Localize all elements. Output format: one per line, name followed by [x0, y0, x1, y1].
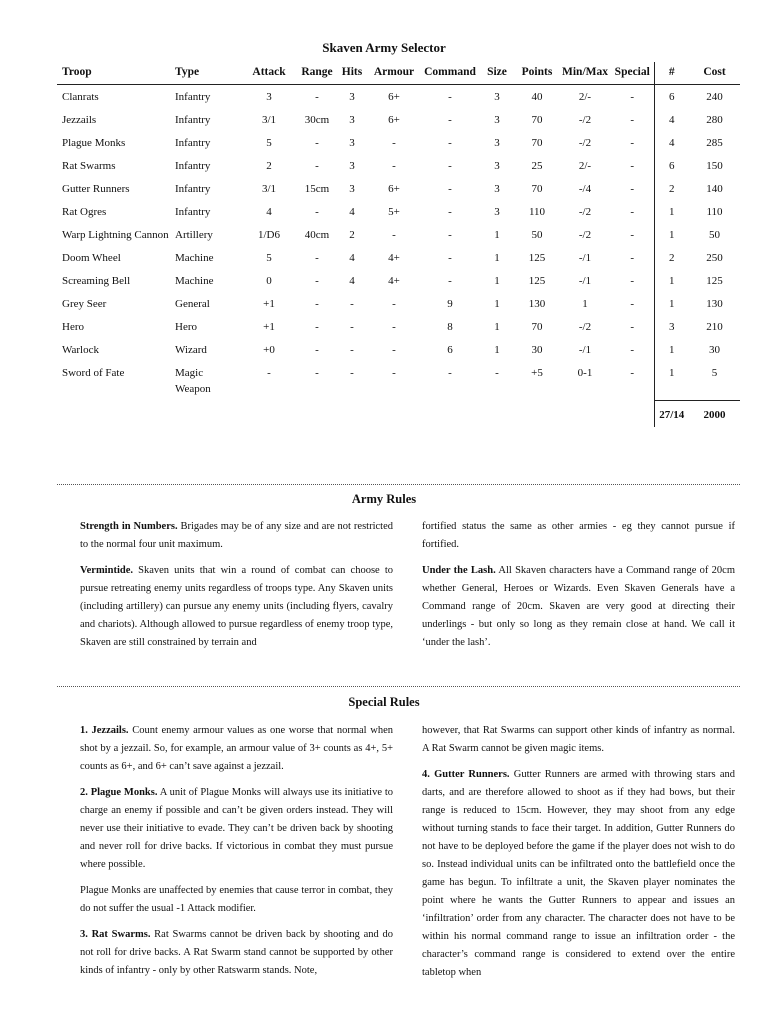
cell-cost: 50	[709, 229, 720, 241]
cell-command: -	[448, 91, 452, 103]
cell-armour: -	[392, 321, 396, 333]
cell-count: 1	[654, 223, 689, 246]
cell-min-max: -/2	[578, 137, 592, 149]
cell-count: 1	[654, 292, 689, 315]
total-cost: 2000	[689, 400, 740, 427]
cell-hits: 3	[349, 160, 355, 172]
cell-range: -	[315, 206, 319, 218]
table-row	[57, 361, 740, 400]
cell-min-max: 2/-	[578, 91, 592, 103]
cell-min-max: -/4	[578, 183, 592, 195]
rule-vermintide	[80, 562, 393, 652]
rule-body: All Skaven characters have a Command range of 20cm whether General, Heroes or Wizards. Even Skaven Generals have a Command range of 20cm. Skaven are very good at directing their underlings - but only so long as they remain close at hand. We call it ‘under the lash’.	[422, 565, 735, 648]
cell-range: -	[315, 91, 319, 103]
page-title: Skaven Army Selector	[322, 40, 446, 55]
army-selector-table	[57, 62, 740, 427]
cell-armour: -	[392, 229, 396, 241]
cell-count: 4	[654, 108, 689, 131]
cell-attack: +1	[263, 321, 275, 333]
cell-special: -	[630, 114, 635, 126]
cell-cost: 150	[706, 160, 723, 172]
cell-hits: 2	[349, 229, 355, 241]
cell-hits: 3	[349, 183, 355, 195]
cell-range: -	[315, 252, 319, 264]
cell-size: 1	[494, 298, 500, 310]
cell-type: Hero	[175, 321, 197, 333]
cell-armour: 6+	[388, 114, 400, 126]
cell-armour: -	[392, 298, 396, 310]
cell-attack: 0	[266, 275, 272, 287]
table-row	[57, 315, 740, 338]
cell-range: 15cm	[304, 183, 330, 195]
header-range: Range	[297, 62, 337, 85]
cell-points: 40	[531, 91, 543, 103]
rule-heading: 1. Jezzails.	[80, 725, 129, 736]
cell-attack: 3/1	[261, 114, 277, 126]
header-armour: Armour	[367, 62, 421, 85]
cell-troop: Jezzails	[62, 114, 97, 126]
cell-armour: 4+	[388, 252, 400, 264]
header-special: Special	[611, 62, 654, 85]
cell-points: 70	[531, 137, 543, 149]
rule-rat-swarms-continued	[422, 722, 735, 758]
cell-min-max: 2/-	[578, 160, 592, 172]
cell-cost: 250	[706, 252, 723, 264]
cell-special: -	[630, 137, 635, 149]
rule-plague-monks	[80, 784, 393, 874]
cell-hits: 4	[349, 275, 355, 287]
cell-points: 70	[531, 321, 543, 333]
cell-command: -	[448, 206, 452, 218]
cell-size: 1	[494, 252, 500, 264]
divider	[57, 686, 740, 687]
cell-count: 1	[654, 361, 689, 400]
table-row	[57, 338, 740, 361]
cell-hits: 3	[349, 114, 355, 126]
cell-special: -	[630, 160, 635, 172]
cell-points: 25	[531, 160, 543, 172]
cell-troop: Grey Seer	[62, 298, 107, 310]
table-row	[57, 246, 740, 269]
cell-special: -	[630, 321, 635, 333]
army-rules-right-column	[422, 518, 735, 660]
cell-size: 3	[494, 160, 500, 172]
cell-count: 2	[654, 177, 689, 200]
cell-count: 1	[654, 269, 689, 292]
cell-count: 4	[654, 131, 689, 154]
cell-cost: 110	[706, 206, 723, 218]
cell-cost: 280	[706, 114, 723, 126]
table-row	[57, 177, 740, 200]
cell-cost: 125	[706, 275, 723, 287]
cell-type: Infantry	[175, 91, 211, 103]
cell-armour: -	[392, 367, 396, 379]
rule-vermintide-continued	[422, 518, 735, 554]
army-rules-title: Army Rules	[351, 492, 417, 506]
cell-armour: 6+	[388, 183, 400, 195]
rule-body: fortified status the same as other armies - eg they cannot pursue if fortified.	[422, 521, 735, 550]
cell-command: -	[448, 229, 452, 241]
cell-attack: -	[267, 367, 271, 379]
cell-cost: 140	[706, 183, 723, 195]
cell-points: +5	[531, 367, 543, 379]
cell-min-max: -/1	[578, 344, 592, 356]
totals-row	[57, 400, 740, 427]
cell-armour: -	[392, 160, 396, 172]
cell-hits: -	[350, 321, 354, 333]
rule-body: however, that Rat Swarms can support other kinds of infantry as normal. A Rat Swarm cannot be given magic items.	[422, 725, 735, 754]
cell-cost: 240	[706, 91, 723, 103]
cell-armour: -	[392, 344, 396, 356]
rule-plague-monks-terror	[80, 882, 393, 918]
cell-size: 1	[494, 344, 500, 356]
cell-attack: 1/D6	[258, 229, 280, 241]
cell-points: 70	[531, 183, 543, 195]
rule-jezzails	[80, 722, 393, 776]
cell-command: -	[448, 275, 452, 287]
cell-attack: 3	[266, 91, 272, 103]
cell-points: 110	[528, 206, 546, 218]
cell-type: Machine	[175, 252, 214, 264]
table-row	[57, 108, 740, 131]
cell-range: -	[315, 298, 319, 310]
rule-under-the-lash	[422, 562, 735, 652]
cell-cost: 285	[706, 137, 723, 149]
cell-hits: 3	[349, 91, 355, 103]
cell-armour: -	[392, 137, 396, 149]
divider	[57, 484, 740, 485]
cell-special: -	[630, 183, 635, 195]
cell-type: Infantry	[175, 183, 211, 195]
cell-min-max: -/2	[578, 114, 592, 126]
rule-body: Gutter Runners are armed with throwing stars and darts, and are therefore allowed to shoot as if they had bows, but their range is reduced to 15cm. However, they may shoot from any edge without turning stands to face their target. In addition, Gutter Runners do not have to be deployed before the game if the player does not wish to do so. Instead individual units can be infiltrated onto the battlefield once the game has begun. To infiltrate a unit, the Skaven player nominates the point where he wants the Gutter Runners to appear and issues an ‘infiltration’ order from any character. The character does not have to be within his normal command range to issue an infiltration order - the character’s command range is considered to extend over the entire tabletop when	[422, 769, 735, 978]
cell-troop: Doom Wheel	[62, 252, 121, 264]
table-header-row	[57, 62, 740, 85]
cell-cost: 130	[706, 298, 723, 310]
cell-special: -	[630, 367, 635, 379]
header-count: #	[654, 62, 689, 85]
rule-heading: 2. Plague Monks.	[80, 787, 158, 798]
cell-min-max: -/2	[578, 321, 592, 333]
cell-special: -	[630, 229, 635, 241]
cell-type: Infantry	[175, 137, 211, 149]
header-size: Size	[479, 62, 515, 85]
cell-command: -	[448, 183, 452, 195]
cell-count: 1	[654, 338, 689, 361]
cell-troop: Rat Swarms	[62, 160, 116, 172]
cell-size: 3	[494, 206, 500, 218]
cell-attack: +0	[263, 344, 275, 356]
header-hits: Hits	[337, 62, 367, 85]
cell-hits: -	[350, 298, 354, 310]
special-rules-title: Special Rules	[348, 695, 420, 709]
cell-hits: 4	[349, 206, 355, 218]
cell-min-max: -/2	[578, 206, 592, 218]
cell-command: -	[448, 367, 452, 379]
header-cost: Cost	[689, 62, 740, 85]
rule-body: Count enemy armour values as one worse that normal when shot by a jezzail. So, for example, an armour value of 3+ counts as 4+, 5+ counts as 6+, and 6+ can’t save against a jezzail.	[80, 725, 393, 772]
cell-troop: Hero	[62, 321, 84, 333]
rule-heading: Strength in Numbers.	[80, 521, 178, 532]
cell-type: General	[175, 298, 210, 310]
rule-body: Rat Swarms cannot be driven back by shooting and do not roll for drive backs. A Rat Swarm stand cannot be supported by other kinds of infantry - only by other Ratswarm stands. Note,	[80, 929, 393, 976]
cell-special: -	[630, 344, 635, 356]
cell-size: 3	[494, 183, 500, 195]
rule-gutter-runners	[422, 766, 735, 982]
cell-type: Infantry	[175, 206, 211, 218]
cell-range: 30cm	[304, 114, 330, 126]
cell-troop: Plague Monks	[62, 137, 126, 149]
cell-points: 30	[531, 344, 543, 356]
cell-armour: 6+	[388, 91, 400, 103]
cell-special: -	[630, 91, 635, 103]
cell-special: -	[630, 206, 635, 218]
cell-points: 70	[531, 114, 543, 126]
cell-min-max: -/1	[578, 252, 592, 264]
cell-points: 50	[531, 229, 543, 241]
cell-min-max: -/2	[578, 229, 592, 241]
rule-heading: 4. Gutter Runners.	[422, 769, 510, 780]
special-rules-right-column	[422, 722, 735, 990]
cell-type: Machine	[175, 275, 214, 287]
rule-body: Plague Monks are unaffected by enemies that cause terror in combat, they do not suffer the usual -1 Attack modifier.	[80, 885, 393, 914]
cell-type: Infantry	[175, 114, 211, 126]
rule-rat-swarms	[80, 926, 393, 980]
cell-type: Infantry	[175, 160, 211, 172]
cell-hits: -	[350, 344, 354, 356]
cell-attack: 5	[266, 137, 272, 149]
cell-command: -	[448, 114, 452, 126]
cell-size: 1	[494, 321, 500, 333]
cell-min-max: 1	[582, 298, 588, 310]
special-rules-left-column	[80, 722, 393, 988]
cell-special: -	[630, 298, 635, 310]
table-row	[57, 85, 740, 109]
cell-special: -	[630, 252, 635, 264]
header-type: Type	[173, 62, 241, 85]
cell-size: -	[495, 367, 499, 379]
cell-size: 1	[494, 229, 500, 241]
total-count: 27/14	[654, 400, 689, 427]
cell-size: 3	[494, 91, 500, 103]
cell-command: 6	[447, 344, 453, 356]
header-troop: Troop	[57, 62, 173, 85]
cell-troop: Screaming Bell	[62, 275, 131, 287]
table-row	[57, 269, 740, 292]
rule-heading: Under the Lash.	[422, 565, 496, 576]
cell-cost: 210	[706, 321, 723, 333]
cell-size: 1	[494, 275, 500, 287]
cell-range: -	[315, 275, 319, 287]
cell-command: -	[448, 160, 452, 172]
cell-hits: -	[350, 367, 354, 379]
rule-body: A unit of Plague Monks will always use its initiative to charge an enemy if possible and can’t be given orders instead. They will never use their initiative to evade. They can’t be driven back by shooting and never roll for drive backs. If victorious in combat they must pursue where possible.	[80, 787, 393, 870]
cell-points: 130	[528, 298, 546, 310]
cell-cost: 30	[709, 344, 720, 356]
cell-command: -	[448, 137, 452, 149]
cell-attack: 4	[266, 206, 272, 218]
table-row	[57, 131, 740, 154]
cell-attack: 2	[266, 160, 272, 172]
table-row	[57, 200, 740, 223]
cell-troop: Rat Ogres	[62, 206, 107, 218]
cell-size: 3	[494, 114, 500, 126]
cell-range: 40cm	[304, 229, 330, 241]
cell-troop: Sword of Fate	[62, 367, 125, 379]
rule-strength-in-numbers	[80, 518, 393, 554]
cell-range: -	[315, 321, 319, 333]
cell-attack: +1	[263, 298, 275, 310]
rule-heading: Vermintide.	[80, 565, 133, 576]
cell-range: -	[315, 367, 319, 379]
cell-attack: 5	[266, 252, 272, 264]
cell-count: 6	[654, 154, 689, 177]
cell-command: 8	[447, 321, 453, 333]
table-row	[57, 292, 740, 315]
cell-min-max: 0-1	[577, 367, 593, 379]
cell-count: 3	[654, 315, 689, 338]
cell-count: 1	[654, 200, 689, 223]
rule-heading: 3. Rat Swarms.	[80, 929, 151, 940]
cell-type: Wizard	[175, 344, 207, 356]
army-rules-left-column	[80, 518, 393, 660]
cell-min-max: -/1	[578, 275, 592, 287]
cell-hits: 3	[349, 137, 355, 149]
cell-armour: 5+	[388, 206, 400, 218]
table-row	[57, 223, 740, 246]
rule-body: Brigades may be of any size and are not restricted to the normal four unit maximum.	[80, 521, 393, 550]
cell-range: -	[315, 160, 319, 172]
header-command: Command	[421, 62, 479, 85]
cell-command: -	[448, 252, 452, 264]
cell-cost: 5	[711, 367, 718, 379]
cell-type: Magic Weapon	[175, 367, 211, 395]
cell-type: Artillery	[175, 229, 213, 241]
cell-points: 125	[528, 252, 546, 264]
cell-count: 2	[654, 246, 689, 269]
cell-attack: 3/1	[261, 183, 277, 195]
cell-special: -	[630, 275, 635, 287]
cell-count: 6	[654, 85, 689, 109]
cell-troop: Gutter Runners	[62, 183, 130, 195]
cell-troop: Warp Lightning Cannon	[62, 229, 169, 241]
cell-range: -	[315, 344, 319, 356]
cell-troop: Clanrats	[62, 91, 99, 103]
cell-command: 9	[447, 298, 453, 310]
header-attack: Attack	[241, 62, 297, 85]
cell-hits: 4	[349, 252, 355, 264]
table-row	[57, 154, 740, 177]
cell-points: 125	[528, 275, 546, 287]
cell-armour: 4+	[388, 275, 400, 287]
cell-size: 3	[494, 137, 500, 149]
rule-body: Skaven units that win a round of combat can choose to pursue retreating enemy units regardless of troops type. Any Skaven units (including artillery) can pursue any enemy units (including flyers, cavalry and chariots). Although allowed to pursue regardless of enemy troop type, Skaven are still constrained by terrain and	[80, 565, 393, 648]
header-min-max: Min/Max	[559, 62, 611, 85]
cell-troop: Warlock	[62, 344, 99, 356]
header-points: Points	[515, 62, 559, 85]
cell-range: -	[315, 137, 319, 149]
